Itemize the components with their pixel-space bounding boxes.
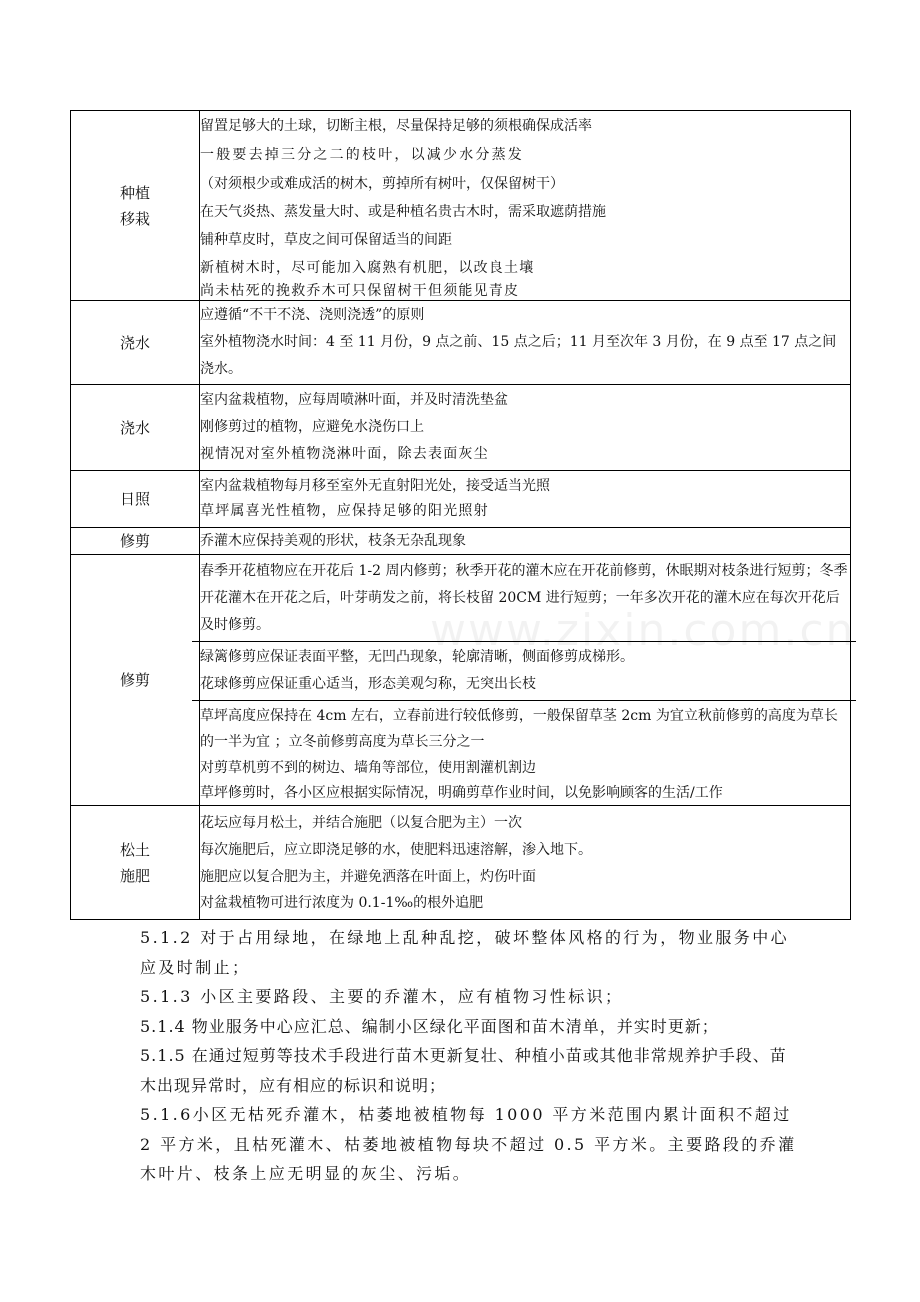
detail-cell bbox=[200, 471, 851, 528]
table-row bbox=[71, 806, 851, 920]
table-row bbox=[71, 471, 851, 528]
detail-line: 尚未枯死的挽救乔木可只保留树干但须能见青皮 bbox=[200, 282, 520, 299]
detail-line: 春季开花植物应在开花后 1-2 周内修剪；秋季开花的灌木应在开花前修剪，休眠期对枝条进行短剪；冬季开花灌木在开花之后，叶芽萌发之前，将长枝留 20CM 进行短剪；一年多次开花的灌木应在每次开花后及时修剪。 bbox=[200, 562, 848, 633]
detail-line: 室外植物浇水时间：4 至 11 月份，9 点之前、15 点之后；11 月至次年 3 月份，在 9 点至 17 点之间浇水。 bbox=[200, 334, 837, 377]
category-label: 浇水 bbox=[119, 418, 150, 437]
detail-group bbox=[192, 558, 856, 642]
detail-group bbox=[200, 701, 850, 805]
table-row bbox=[71, 301, 851, 385]
detail-line: 草坪属喜光性植物，应保持足够的阳光照射 bbox=[200, 503, 489, 519]
category-label: 修剪 bbox=[119, 532, 150, 550]
category-cell bbox=[71, 555, 200, 806]
category-cell bbox=[71, 385, 200, 471]
detail-line: 视情况对室外植物浇淋叶面，除去表面灰尘 bbox=[200, 446, 489, 462]
detail-cell bbox=[200, 528, 851, 555]
category-cell bbox=[71, 471, 200, 528]
detail-line: 铺种草皮时，草皮之间可保留适当的间距 bbox=[200, 231, 452, 248]
detail-line: 在天气炎热、蒸发量大时、或是种植名贵古木时，需采取遮荫措施 bbox=[200, 203, 606, 220]
detail-line: 刚修剪过的植物，应避免水浇伤口上 bbox=[200, 419, 424, 435]
paragraph: 5.1.4 物业服务中心应汇总、编制小区绿化平面图和苗木清单，并实时更新； bbox=[140, 1016, 719, 1036]
detail-cell bbox=[200, 385, 851, 471]
category-label: 松土 bbox=[119, 840, 150, 859]
detail-line: 新植树木时，尽可能加入腐熟有机肥，以改良土壤 bbox=[200, 259, 535, 276]
category-label: 移栽 bbox=[119, 209, 150, 228]
category-label: 种植 bbox=[119, 183, 150, 202]
category-cell bbox=[71, 528, 200, 555]
table-row bbox=[71, 111, 851, 301]
detail-cell bbox=[200, 301, 851, 385]
care-table bbox=[70, 110, 851, 920]
detail-line: 乔灌木应保持美观的形状，枝条无杂乱现象 bbox=[200, 533, 466, 549]
category-label: 修剪 bbox=[119, 671, 150, 689]
detail-cell bbox=[200, 806, 851, 920]
detail-line: 草坪修剪时，各小区应根据实际情况，明确剪草作业时间，以免影响顾客的生活/工作 bbox=[200, 784, 723, 801]
detail-line: 每次施肥后，应立即浇足够的水，使肥料迅速溶解，渗入地下。 bbox=[200, 841, 592, 858]
table-row bbox=[71, 385, 851, 471]
detail-line: 施肥应以复合肥为主，并避免洒落在叶面上，灼伤叶面 bbox=[200, 868, 536, 885]
paragraph: 5.1.5 在通过短剪等技术手段进行苗木更新复壮、种植小苗或其他非常规养护手段、苗木出现异常时，应有相应的标识和说明； bbox=[140, 1046, 787, 1095]
detail-cell bbox=[200, 111, 851, 301]
detail-line: （对须根少或难成活的树木，剪掉所有树叶，仅保留树干） bbox=[200, 175, 564, 192]
detail-line: 对剪草机剪不到的树边、墙角等部位，使用割灌机割边 bbox=[200, 759, 536, 776]
category-label: 浇水 bbox=[119, 333, 150, 352]
watermark: www.zixin.com.cn bbox=[430, 605, 856, 656]
detail-cell bbox=[200, 555, 851, 806]
body-paragraphs bbox=[140, 923, 800, 1189]
paragraph: 5.1.2 对于占用绿地，在绿地上乱种乱挖，破坏整体风格的行为，物业服务中心应及时制止； bbox=[140, 928, 789, 977]
detail-line: 留置足够大的土球，切断主根，尽量保持足够的须根确保成活率 bbox=[200, 117, 592, 134]
detail-group bbox=[192, 642, 856, 701]
detail-line: 对盆栽植物可进行浓度为 0.1-1‰的根外追肥 bbox=[200, 894, 484, 911]
category-label: 日照 bbox=[119, 490, 150, 508]
detail-line: 绿篱修剪应保证表面平整，无凹凸现象，轮廓清晰，侧面修剪成梯形。 bbox=[200, 648, 634, 665]
detail-line: 应遵循“不干不浇、浇则浇透”的原则 bbox=[200, 307, 425, 323]
table-row bbox=[71, 555, 851, 806]
table-row bbox=[71, 528, 851, 555]
category-cell bbox=[71, 806, 200, 920]
detail-line: 草坪高度应保持在 4cm 左右，立春前进行较低修剪，一般保留草茎 2cm 为宜立秋前修剪的高度为草长的一半为宜 ；立冬前修剪高度为草长三分之一 bbox=[200, 707, 838, 750]
detail-line: 室内盆栽植物，应每周喷淋叶面，并及时清洗垫盆 bbox=[200, 392, 508, 408]
category-cell bbox=[71, 301, 200, 385]
paragraph: 5.1.3 小区主要路段、主要的乔灌木，应有植物习性标识； bbox=[140, 987, 624, 1006]
detail-line: 一般要去掉三分之二的枝叶，以减少水分蒸发 bbox=[200, 146, 524, 163]
paragraph: 5.1.6小区无枯死乔灌木，枯萎地被植物每 1000 平方米范围内累计面积不超过 2 平方米，且枯死灌木、枯萎地被植物每块不超过 0.5 平方米。主要路段的乔灌木叶片、枝条上应无明显的灰尘、污垢。 bbox=[140, 1105, 797, 1183]
category-cell bbox=[71, 111, 200, 301]
detail-line: 花球修剪应保证重心适当，形态美观匀称，无突出长枝 bbox=[200, 675, 536, 692]
detail-line: 室内盆栽植物每月移至室外无直射阳光处，接受适当光照 bbox=[200, 478, 550, 494]
category-label: 施肥 bbox=[119, 866, 150, 885]
detail-line: 花坛应每月松土，并结合施肥（以复合肥为主）一次 bbox=[200, 814, 522, 831]
